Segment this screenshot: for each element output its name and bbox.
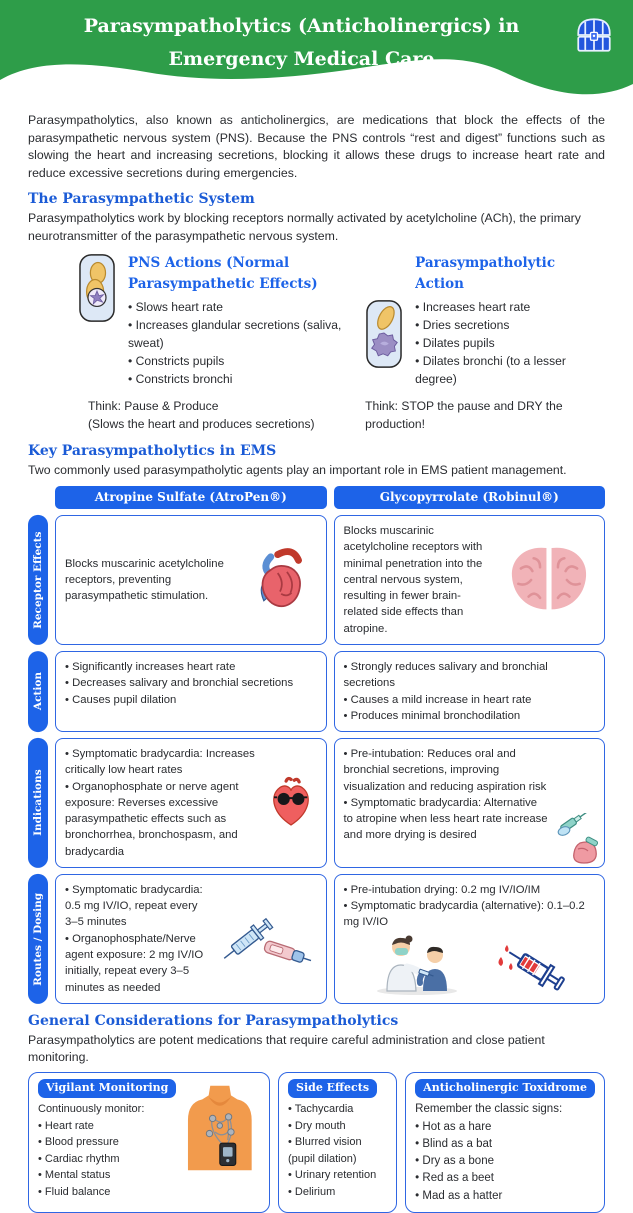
glyco-indications-cell xyxy=(334,738,606,868)
section-heading-parasympathetic-system: The Parasympathetic System xyxy=(28,191,255,208)
glyco-receptor-cell xyxy=(334,515,606,645)
toxidrome-title: Anticholinergic Toxidrome xyxy=(415,1079,595,1099)
section-heading-key-parasympatholytics: Key Parasympatholytics in EMS xyxy=(28,442,277,459)
vigilant-monitoring-box xyxy=(28,1072,270,1213)
toxidrome-lead: Remember the classic signs: xyxy=(415,1103,563,1116)
glyco-dosing-bullet: • Pre-intubation drying: 0.2 mg IV/IO/IM xyxy=(344,882,596,898)
table-corner-spacer xyxy=(28,486,48,509)
column-header-atropine: Atropine Sulfate (AtroPen®) xyxy=(55,486,327,509)
header-banner xyxy=(0,0,633,102)
parasympatholytic-heading xyxy=(415,253,605,295)
side-effect-bullet: • Delirium xyxy=(288,1184,387,1201)
atropine-dosing-bullet: • Symptomatic bradycardia: 0.5 mg IV/IO, repeat every 3–5 minutes xyxy=(65,882,211,931)
glyco-receptor-text: Blocks muscarinic acetylcholine receptors with minimal penetration into the central nervous system, resulting in fewer brain-related side effects than atropine. xyxy=(343,525,483,635)
glyco-indication-bullet: • Pre-intubation: Reduces oral and bronchial secretions, improving visualization and reducing aspiration risk xyxy=(344,746,549,795)
medication-stomach-icon xyxy=(550,813,600,865)
general-consideration-boxes xyxy=(28,1072,605,1213)
lytic-mnemonic: Think: STOP the pause and DRY the production! xyxy=(365,398,563,431)
pns-comparison-columns xyxy=(28,253,605,433)
ecg-monitoring-torso-icon xyxy=(180,1079,260,1177)
pns-mnemonic xyxy=(88,398,351,434)
lytic-bullet: • Dries secretions xyxy=(415,317,605,335)
atropine-receptor-text: Blocks muscarinic acetylcholine receptors, preventing parasympathetic stimulation. xyxy=(65,557,224,603)
pns-mnemonic-line2: (Slows the heart and produces secretions) xyxy=(88,416,315,431)
monitoring-bullet: • Mental status xyxy=(38,1167,176,1184)
monitoring-bullet: • Blood pressure xyxy=(38,1134,176,1151)
monitoring-lead: Continuously monitor: xyxy=(38,1103,145,1116)
pns-bullet: • Constricts pupils xyxy=(128,353,351,371)
side-effect-bullet: • Urinary retention xyxy=(288,1167,387,1184)
anatomical-heart-icon xyxy=(243,543,317,617)
atropine-action-cell xyxy=(55,651,327,732)
page-title-line1: Parasympatholytics (Anticholinergics) in xyxy=(83,15,520,37)
toxidrome-bullet: • Red as a beet xyxy=(415,1170,595,1187)
atropine-indication-bullet: • Organophosphate or nerve agent exposure: Reverses excessive parasympathetic effects such as bronchorrhea, bronchospasm, and bradycardia xyxy=(65,779,261,860)
atropine-dosing-cell xyxy=(55,874,327,1004)
pns-bullet: • Constricts bronchi xyxy=(128,371,351,389)
atropine-action-bullet: • Decreases salivary and bronchial secretions xyxy=(65,675,317,691)
monitoring-bullet: • Heart rate xyxy=(38,1118,176,1135)
parasympatholytic-action-column xyxy=(351,253,605,433)
treasure-chest-icon xyxy=(573,14,615,56)
clinician-patient-icon xyxy=(371,933,463,995)
brain-icon xyxy=(503,542,595,618)
anticholinergic-toxidrome-box xyxy=(405,1072,605,1213)
heart-sunglasses-icon xyxy=(265,775,317,831)
pns-actions-column xyxy=(28,253,351,433)
vigilant-monitoring-title: Vigilant Monitoring xyxy=(38,1079,176,1099)
ems-description: Two commonly used parasympatholytic agents play an important role in EMS patient management. xyxy=(28,462,567,477)
section-heading-general-considerations: General Considerations for Parasympatholytics xyxy=(28,1012,399,1029)
row-label-action: Action xyxy=(28,651,48,732)
blood-syringe-icon xyxy=(493,937,567,995)
pns-description: Parasympatholytics work by blocking receptors normally activated by acetylcholine (ACh), the primary neurotransmitter of the parasympathetic nervous system. xyxy=(28,211,581,243)
drug-comparison-table xyxy=(28,486,605,1004)
side-effect-bullet: • Blurred vision (pupil dilation) xyxy=(288,1134,387,1167)
row-label-indications: Indications xyxy=(28,738,48,868)
glyco-action-bullet: • Causes a mild increase in heart rate xyxy=(344,692,596,708)
toxidrome-bullet: • Hot as a hare xyxy=(415,1119,595,1136)
page-title-line2: Emergency Medical Care xyxy=(168,48,435,71)
row-label-routes-dosing: Routes / Dosing xyxy=(28,874,48,1004)
pns-bullet: • Increases glandular secretions (saliva, sweat) xyxy=(128,317,351,353)
atropine-indication-bullet: • Symptomatic bradycardia: Increases critically low heart rates xyxy=(65,746,261,779)
side-effects-box xyxy=(278,1072,397,1213)
monitoring-bullet: • Fluid balance xyxy=(38,1184,176,1201)
glyco-dosing-cell xyxy=(334,874,606,1004)
pns-actions-heading-line1: PNS Actions (Normal xyxy=(128,255,290,272)
atropine-receptor-cell xyxy=(55,515,327,645)
toxidrome-bullet: • Blind as a bat xyxy=(415,1136,595,1153)
nerve-cell-icon xyxy=(78,253,116,388)
atropine-action-bullet: • Significantly increases heart rate xyxy=(65,659,317,675)
pns-bullet: • Slows heart rate xyxy=(128,299,351,317)
row-label-receptor-effects: Receptor Effects xyxy=(28,515,48,645)
side-effects-title: Side Effects xyxy=(288,1079,377,1099)
lytic-bullet: • Dilates bronchi (to a lesser degree) xyxy=(415,353,605,389)
pns-actions-heading xyxy=(128,253,351,295)
atropine-indications-cell xyxy=(55,738,327,868)
intro-paragraph: Parasympatholytics, also known as anticholinergics, are medications that block the effects of the parasympathetic nervous system (PNS). Because the PNS controls “rest and digest” functions such as slowing the heart and increasing secretions, blocking it allows these drugs to increase heart rate and reduce excessive secretions during emergencies. xyxy=(28,113,605,180)
glyco-action-cell xyxy=(334,651,606,732)
pns-mnemonic-line1: Think: Pause & Produce xyxy=(88,398,219,413)
general-description: Parasympatholytics are potent medications that require careful administration and close patient monitoring. xyxy=(28,1032,545,1065)
glyco-indication-bullet: • Symptomatic bradycardia: Alternative to atropine when less heart rate increase and more drying is desired xyxy=(344,795,549,844)
atropine-action-bullet: • Causes pupil dilation xyxy=(65,692,317,708)
glyco-action-bullet: • Produces minimal bronchodilation xyxy=(344,708,596,724)
column-header-glycopyrrolate: Glycopyrrolate (Robinul®) xyxy=(334,486,606,509)
parasympatholytic-heading-line2: Action xyxy=(415,276,464,293)
atropine-dosing-bullet: • Organophosphate/Nerve agent exposure: 2 mg IV/IO initially, repeat every 3–5 minutes as needed xyxy=(65,931,211,996)
pns-actions-heading-line2: Parasympathetic Effects) xyxy=(128,276,318,293)
blocked-nerve-cell-icon xyxy=(365,299,403,388)
side-effect-bullet: • Tachycardia xyxy=(288,1101,387,1118)
toxidrome-bullet: • Mad as a hatter xyxy=(415,1188,595,1205)
side-effect-bullet: • Dry mouth xyxy=(288,1118,387,1135)
monitoring-bullet: • Cardiac rhythm xyxy=(38,1151,176,1168)
parasympatholytic-heading-line1: Parasympatholytic xyxy=(415,255,556,272)
page-title xyxy=(60,10,543,77)
syringe-autoinjector-icon xyxy=(217,906,317,972)
glyco-dosing-bullet: • Symptomatic bradycardia (alternative): 0.1–0.2 mg IV/IO xyxy=(344,898,596,931)
lytic-bullet: • Dilates pupils xyxy=(415,335,605,353)
lytic-bullet: • Increases heart rate xyxy=(415,299,605,317)
toxidrome-bullet: • Dry as a bone xyxy=(415,1153,595,1170)
glyco-action-bullet: • Strongly reduces salivary and bronchial secretions xyxy=(344,659,596,692)
